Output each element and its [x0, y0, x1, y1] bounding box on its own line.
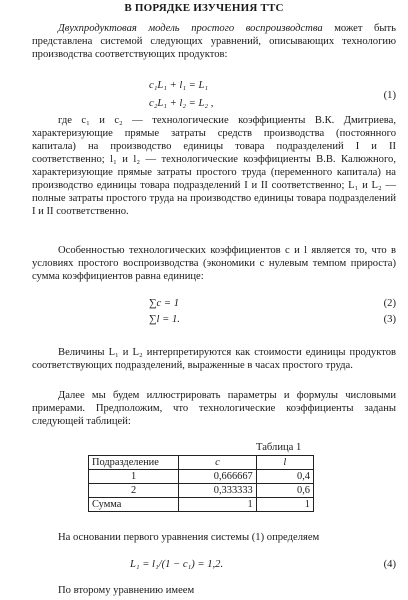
equation-4: L₁ = l₁/(1 − c₁) = 1,2. — [130, 559, 224, 570]
second-text: По второму уравнению имеем — [58, 585, 195, 596]
table1-cell: Сумма — [89, 498, 179, 512]
table1-header-row — [89, 456, 314, 470]
feature-paragraph — [32, 244, 396, 283]
table1-caption: Таблица 1 — [256, 442, 302, 453]
table1-cell: 2 — [89, 484, 179, 498]
equation-number-3: (3) — [383, 314, 396, 325]
where-paragraph — [32, 114, 396, 218]
where-text: где c₁ и c₂ — технологические коэффициенты В.К. Дмитриева, характеризующие прямые затраты средств производства (постоянного капитала) на производство единицы товара подразделений I и II соответственно; l₁ и l₂ — технологические коэффициенты В.В. Калюжного, характеризующие прямые затраты простого труда (переменного капитала) на производство единицы товара подразделений I и II соответственно; L₁ и L₂ — полные затраты простого труда на производство единицы товара подразделений I и II соответственно. — [32, 115, 396, 217]
table1-cell: 0,666667 — [179, 470, 257, 484]
table1-cell: 1 — [256, 498, 313, 512]
next-text: Далее мы будем иллюстрировать параметры и формулы числовыми примерами. Предположим, что технологические коэффициенты заданы следующей таблицей: — [32, 390, 396, 427]
equation-3: ∑l = 1. — [149, 314, 180, 325]
table-row — [89, 484, 314, 498]
table1-cell: 1 — [179, 498, 257, 512]
equation-2: ∑c = 1 — [149, 298, 179, 309]
feature-text: Особенностью технологических коэффициентов c и l является то, что в условиях простого воспроизводства (экономики с нулевым темпом прироста) сумма коэффициентов равна единице: — [32, 245, 396, 282]
values-paragraph — [32, 346, 396, 372]
table1-cell: 1 — [89, 470, 179, 484]
table1-header-subdivision: Подразделение — [89, 456, 179, 470]
equation-number-2: (2) — [383, 298, 396, 309]
table1-cell: 0,6 — [256, 484, 313, 498]
basis-text: На основании первого уравнения системы (1) определяем — [58, 532, 320, 543]
table1-cell: 0,333333 — [179, 484, 257, 498]
intro-rest: может быть представлена системой следующих уравнений, описывающих технологию производства соответствующих продуктов: — [32, 23, 396, 60]
table1 — [88, 455, 314, 512]
equation-number-1: (1) — [383, 90, 396, 101]
second-paragraph — [32, 584, 396, 597]
table1-header-l: l — [256, 456, 313, 470]
next-paragraph — [32, 389, 396, 428]
intro-paragraph — [32, 22, 396, 61]
intro-italic-lead: Двухпродуктовая модель простого воспроизводства — [58, 23, 323, 34]
basis-paragraph — [32, 531, 396, 544]
system1-line1: c₁L₁ + l₁ = L₁ — [149, 80, 209, 91]
table1-cell: 0,4 — [256, 470, 313, 484]
equation-number-4: (4) — [383, 559, 396, 570]
table-row — [89, 498, 314, 512]
table1-header-c: c — [179, 456, 257, 470]
system1-line2: c₂L₁ + l₂ = L₂ , — [149, 98, 214, 109]
section-title: В ПОРЯДКЕ ИЗУЧЕНИЯ ТТС — [124, 2, 284, 14]
values-text: Величины L₁ и L₂ интерпретируются как стоимости единицы продуктов соответствующих подразделений, выраженные в часах простого труда. — [32, 347, 396, 371]
table-row — [89, 470, 314, 484]
